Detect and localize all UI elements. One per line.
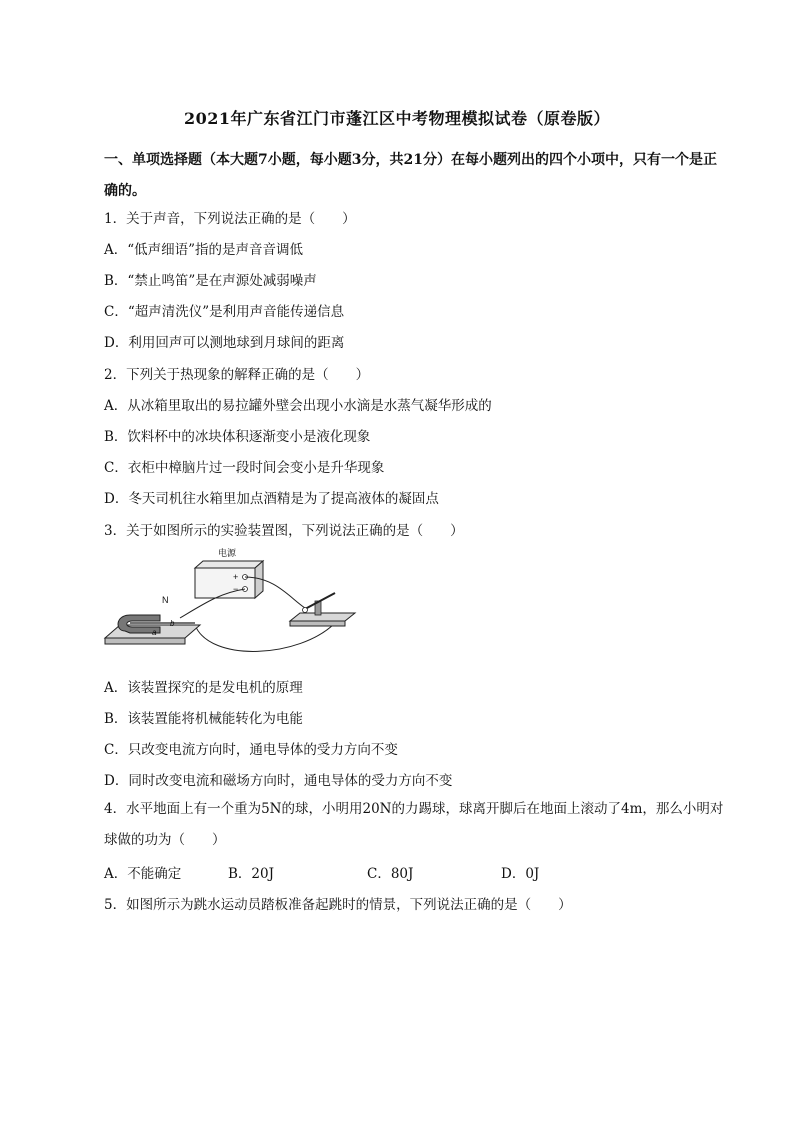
q4-stem: 4．水平地面上有一个重为5N的球，小明用20N的力踢球，球离开脚后在地面上滚动了4m，那么小明对球做的功为（ ）: [104, 801, 724, 848]
q2-option-a: A．从冰箱里取出的易拉罐外壁会出现小水滴是水蒸气凝华形成的: [104, 398, 492, 414]
q4-option-a: A．不能确定: [104, 866, 182, 882]
q1-option-a: A．“低声细语”指的是声音音调低: [104, 242, 304, 258]
q2-option-d: D．冬天司机往水箱里加点酒精是为了提高液体的凝固点: [104, 491, 439, 507]
q3-option-a: A．该装置探究的是发电机的原理: [104, 680, 303, 696]
q1-option-c: C．“超声清洗仪”是利用声音能传递信息: [104, 304, 345, 320]
q2-stem: 2．下列关于热现象的解释正确的是（ ）: [104, 367, 370, 383]
label-a: a: [152, 628, 157, 637]
q4-option-b: B．20J: [228, 866, 275, 882]
q5-stem: 5．如图所示为跳水运动员踏板准备起跳时的情景，下列说法正确的是（ ）: [104, 897, 572, 913]
magnet-setup: [105, 595, 200, 644]
plus-label: +: [233, 572, 239, 582]
q3-option-d: D．同时改变电流和磁场方向时，通电导体的受力方向不变: [104, 773, 453, 789]
q1-stem: 1．关于声音，下列说法正确的是（ ）: [104, 211, 356, 227]
experiment-figure: [100, 543, 360, 668]
switch: [290, 593, 355, 626]
section-heading: 一、单项选择题（本大题7小题，每小题3分，共21分）在每小题列出的四个小项中，只有一个是正确的。: [104, 152, 717, 199]
power-label: 电源: [218, 548, 237, 558]
q4-option-d: D．0J: [501, 866, 540, 882]
minus-label: −: [233, 584, 239, 594]
label-b: b: [170, 619, 175, 628]
q3-option-b: B．该装置能将机械能转化为电能: [104, 711, 303, 727]
q1-option-d: D．利用回声可以测地球到月球间的距离: [104, 335, 345, 351]
pole-n-label: N: [162, 595, 169, 605]
q3-stem: 3．关于如图所示的实验装置图，下列说法正确的是（ ）: [104, 523, 464, 539]
power-supply: [195, 547, 263, 598]
page-title: 2021年广东省江门市蓬江区中考物理模拟试卷（原卷版）: [183, 109, 611, 128]
q2-option-b: B．饮料杯中的冰块体积逐渐变小是液化现象: [104, 429, 371, 445]
q4-option-c: C．80J: [367, 866, 414, 882]
q3-option-c: C．只改变电流方向时，通电导体的受力方向不变: [104, 742, 398, 758]
q2-option-c: C．衣柜中樟脑片过一段时间会变小是升华现象: [104, 460, 385, 476]
q1-option-b: B．“禁止鸣笛”是在声源处减弱噪声: [104, 273, 317, 289]
